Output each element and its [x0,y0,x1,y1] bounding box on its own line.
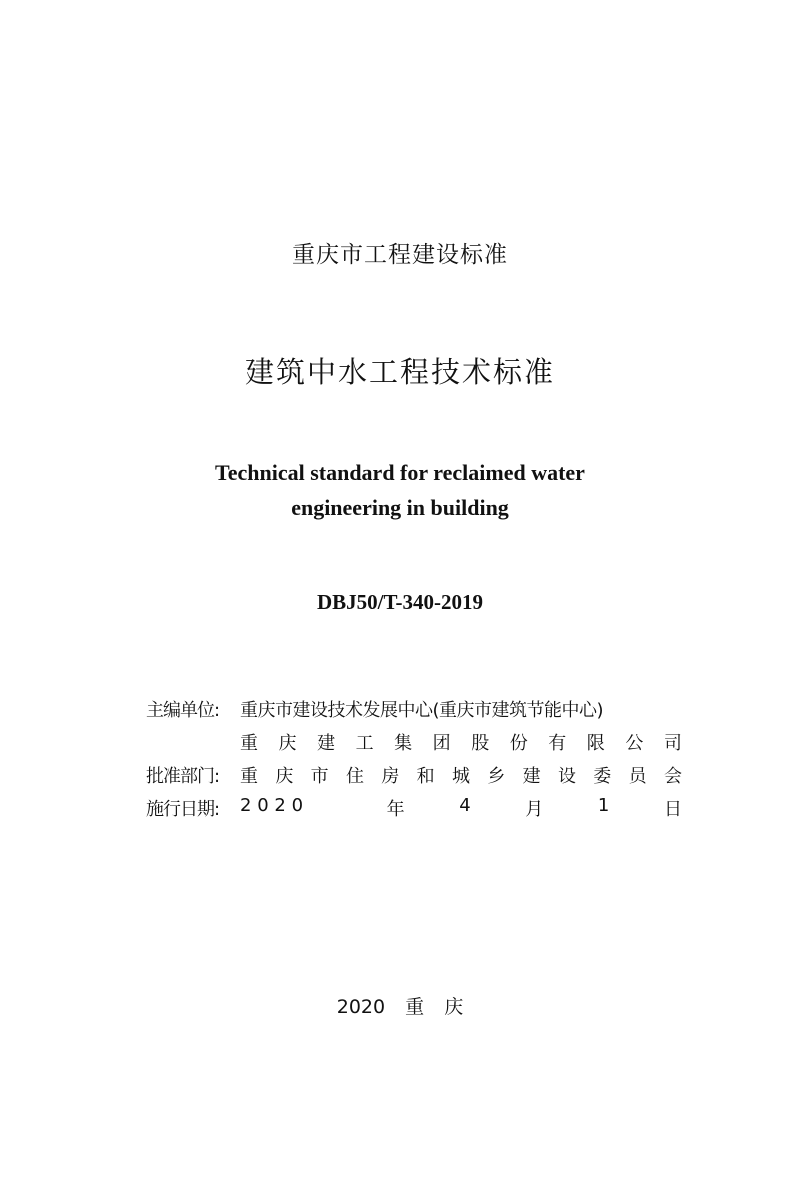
publication-year: 2020 [336,996,386,1018]
approval-dept: 重 庆 市 住 房 和 城 乡 建 设 委 员 会 [240,765,682,787]
effective-year: 2 0 2 0 [240,794,304,816]
title-chinese: 建筑中水工程技术标准 [244,355,555,389]
metadata-block [146,692,682,824]
standard-series: 重庆市工程建设标准 [292,242,508,268]
year-char: 年 [386,798,405,820]
chief-editor-2: 重 庆 建 工 集 团 股 份 有 限 公 司 [240,732,682,754]
effective-month: 4 [459,794,471,816]
title-english-line-1: Technical standard for reclaimed water [215,460,585,485]
effective-date-row [146,791,682,824]
effective-label: 施行日期: [146,798,220,820]
approval-label: 批准部门: [146,765,220,787]
month-char: 月 [525,798,544,820]
chief-editor-row [146,692,682,725]
chief-editor-1: 重庆市建设技术发展中心(重庆市建筑节能中心) [240,699,604,721]
publication-city-1: 重 [405,996,425,1018]
title-english [0,455,800,525]
standard-code: DBJ50/T-340-2019 [316,590,484,614]
day-char: 日 [663,798,682,820]
title-english-line-2: engineering in building [291,495,509,520]
publication-city-2: 庆 [444,996,464,1018]
effective-day: 1 [597,794,610,816]
effective-date [240,795,682,821]
chief-editor-label: 主编单位: [146,699,220,721]
chief-editor-row-2 [146,725,682,758]
publication-footer [0,992,800,1019]
approval-row [146,758,682,791]
